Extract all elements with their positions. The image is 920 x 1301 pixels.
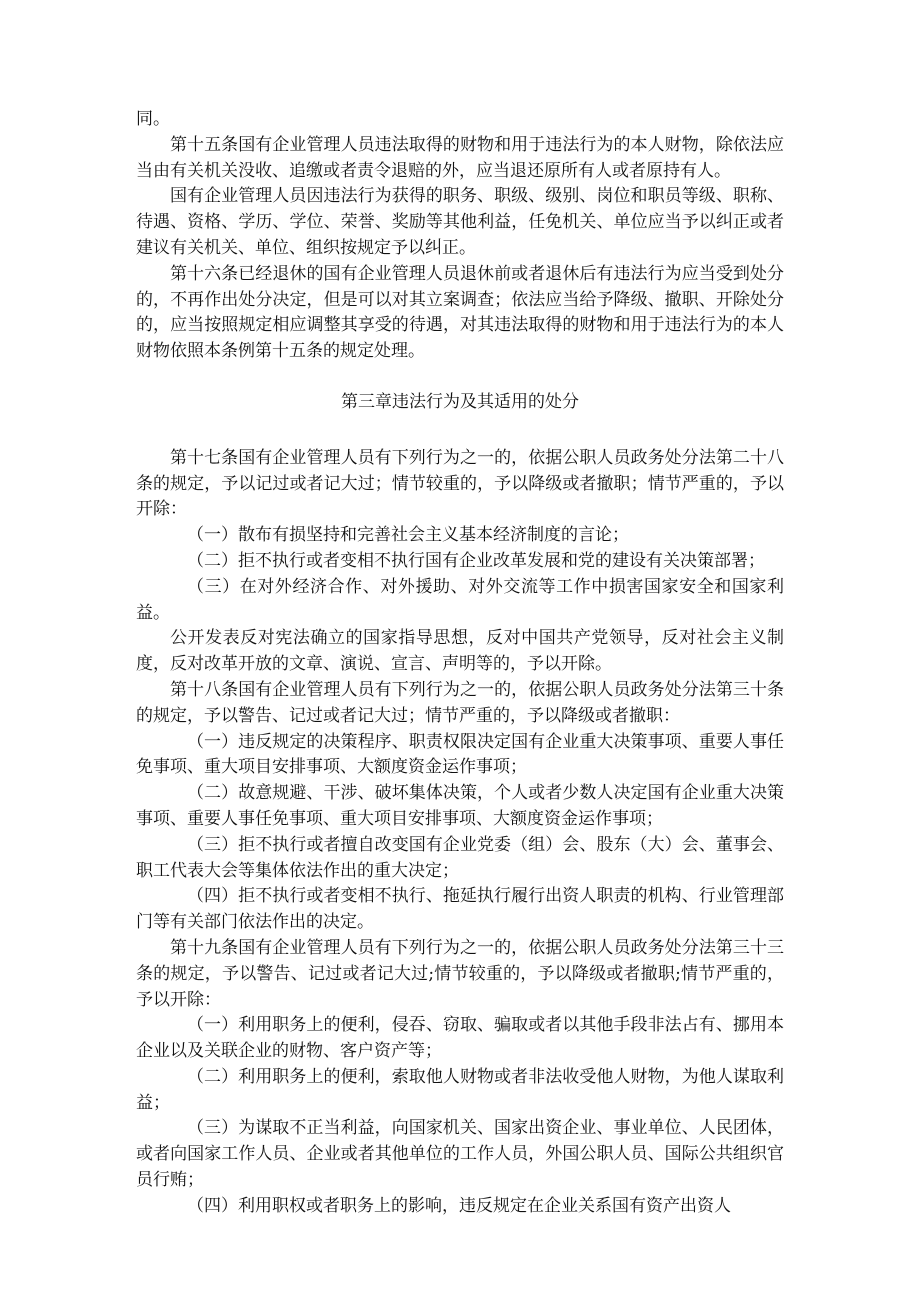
paragraph: 第十六条已经退休的国有企业管理人员退休前或者退休后有违法行为应当受到处分的，不再作出处分决定，但是可以对其立案调查；依法应当给予降级、撤职、开除处分的，应当按照规定相应调整其享受的待遇，对其违法取得的财物和用于违法行为的本人财物依照本条例第十五条的规定处理。 xyxy=(136,263,784,362)
paragraph: 第十七条国有企业管理人员有下列行为之一的，依据公职人员政务处分法第二十八条的规定，予以记过或者记大过；情节较重的，予以降级或者撤职；情节严重的，予以开除： xyxy=(136,447,784,520)
paragraph: 同。 xyxy=(136,109,170,129)
list-item: （二）拒不执行或者变相不执行国有企业改革发展和党的建设有关决策部署； xyxy=(187,550,765,571)
paragraph: 第十九条国有企业管理人员有下列行为之一的，依据公职人员政务处分法第三十三条的规定，予以警告、记过或者记大过;情节较重的，予以降级或者撤职;情节严重的，予以开除： xyxy=(136,937,784,1010)
list-item: （四）拒不执行或者变相不执行、拖延执行履行出资人职责的机构、行业管理部门等有关部门依法作出的决定。 xyxy=(136,886,784,933)
paragraph: 第十五条国有企业管理人员违法取得的财物和用于违法行为的本人财物，除依法应当由有关机关没收、追缴或者责令退赔的外，应当退还原所有人或者原持有人。 xyxy=(136,134,784,181)
list-item: （二）利用职务上的便利，索取他人财物或者非法收受他人财物，为他人谋取利益； xyxy=(136,1066,784,1113)
list-item: （四）利用职权或者职务上的影响，违反规定在企业关系国有资产出资人 xyxy=(187,1195,731,1216)
list-item: （三）在对外经济合作、对外援助、对外交流等工作中损害国家安全和国家利益。 xyxy=(136,576,784,623)
list-item: （一）散布有损坚持和完善社会主义基本经济制度的言论； xyxy=(187,525,629,546)
chapter-heading: 第三章违法行为及其适用的处分 xyxy=(341,391,579,412)
list-item: （三）拒不执行或者擅自改变国有企业党委（组）会、股东（大）会、董事会、职工代表大会等集体依法作出的重大决定； xyxy=(136,834,784,881)
list-item: （一）利用职务上的便利，侵吞、窃取、骗取或者以其他手段非法占有、挪用本企业以及关联企业的财物、客户资产等； xyxy=(136,1015,784,1062)
list-item: （一）违反规定的决策程序、职责权限决定国有企业重大决策事项、重要人事任免事项、重大项目安排事项、大额度资金运作事项； xyxy=(136,731,784,778)
list-item: （二）故意规避、干涉、破坏集体决策，个人或者少数人决定国有企业重大决策事项、重要人事任免事项、重大项目安排事项、大额度资金运作事项； xyxy=(136,783,784,829)
document-body xyxy=(136,107,784,1220)
paragraph: 第十八条国有企业管理人员有下列行为之一的，依据公职人员政务处分法第三十条的规定，予以警告、记过或者记大过；情节严重的，予以降级或者撤职： xyxy=(136,679,784,726)
paragraph: 国有企业管理人员因违法行为获得的职务、职级、级别、岗位和职员等级、职称、待遇、资格、学历、学位、荣誉、奖励等其他利益，任免机关、单位应当予以纠正或者建议有关机关、单位、组织按规定予以纠正。 xyxy=(136,186,784,258)
paragraph: 公开发表反对宪法确立的国家指导思想，反对中国共产党领导，反对社会主义制度，反对改革开放的文章、演说、宣言、声明等的，予以开除。 xyxy=(136,628,784,675)
list-item: （三）为谋取不正当利益，向国家机关、国家出资企业、事业单位、人民团体，或者向国家工作人员、企业或者其他单位的工作人员，外国公职人员、国际公共组织官员行贿； xyxy=(136,1118,784,1191)
